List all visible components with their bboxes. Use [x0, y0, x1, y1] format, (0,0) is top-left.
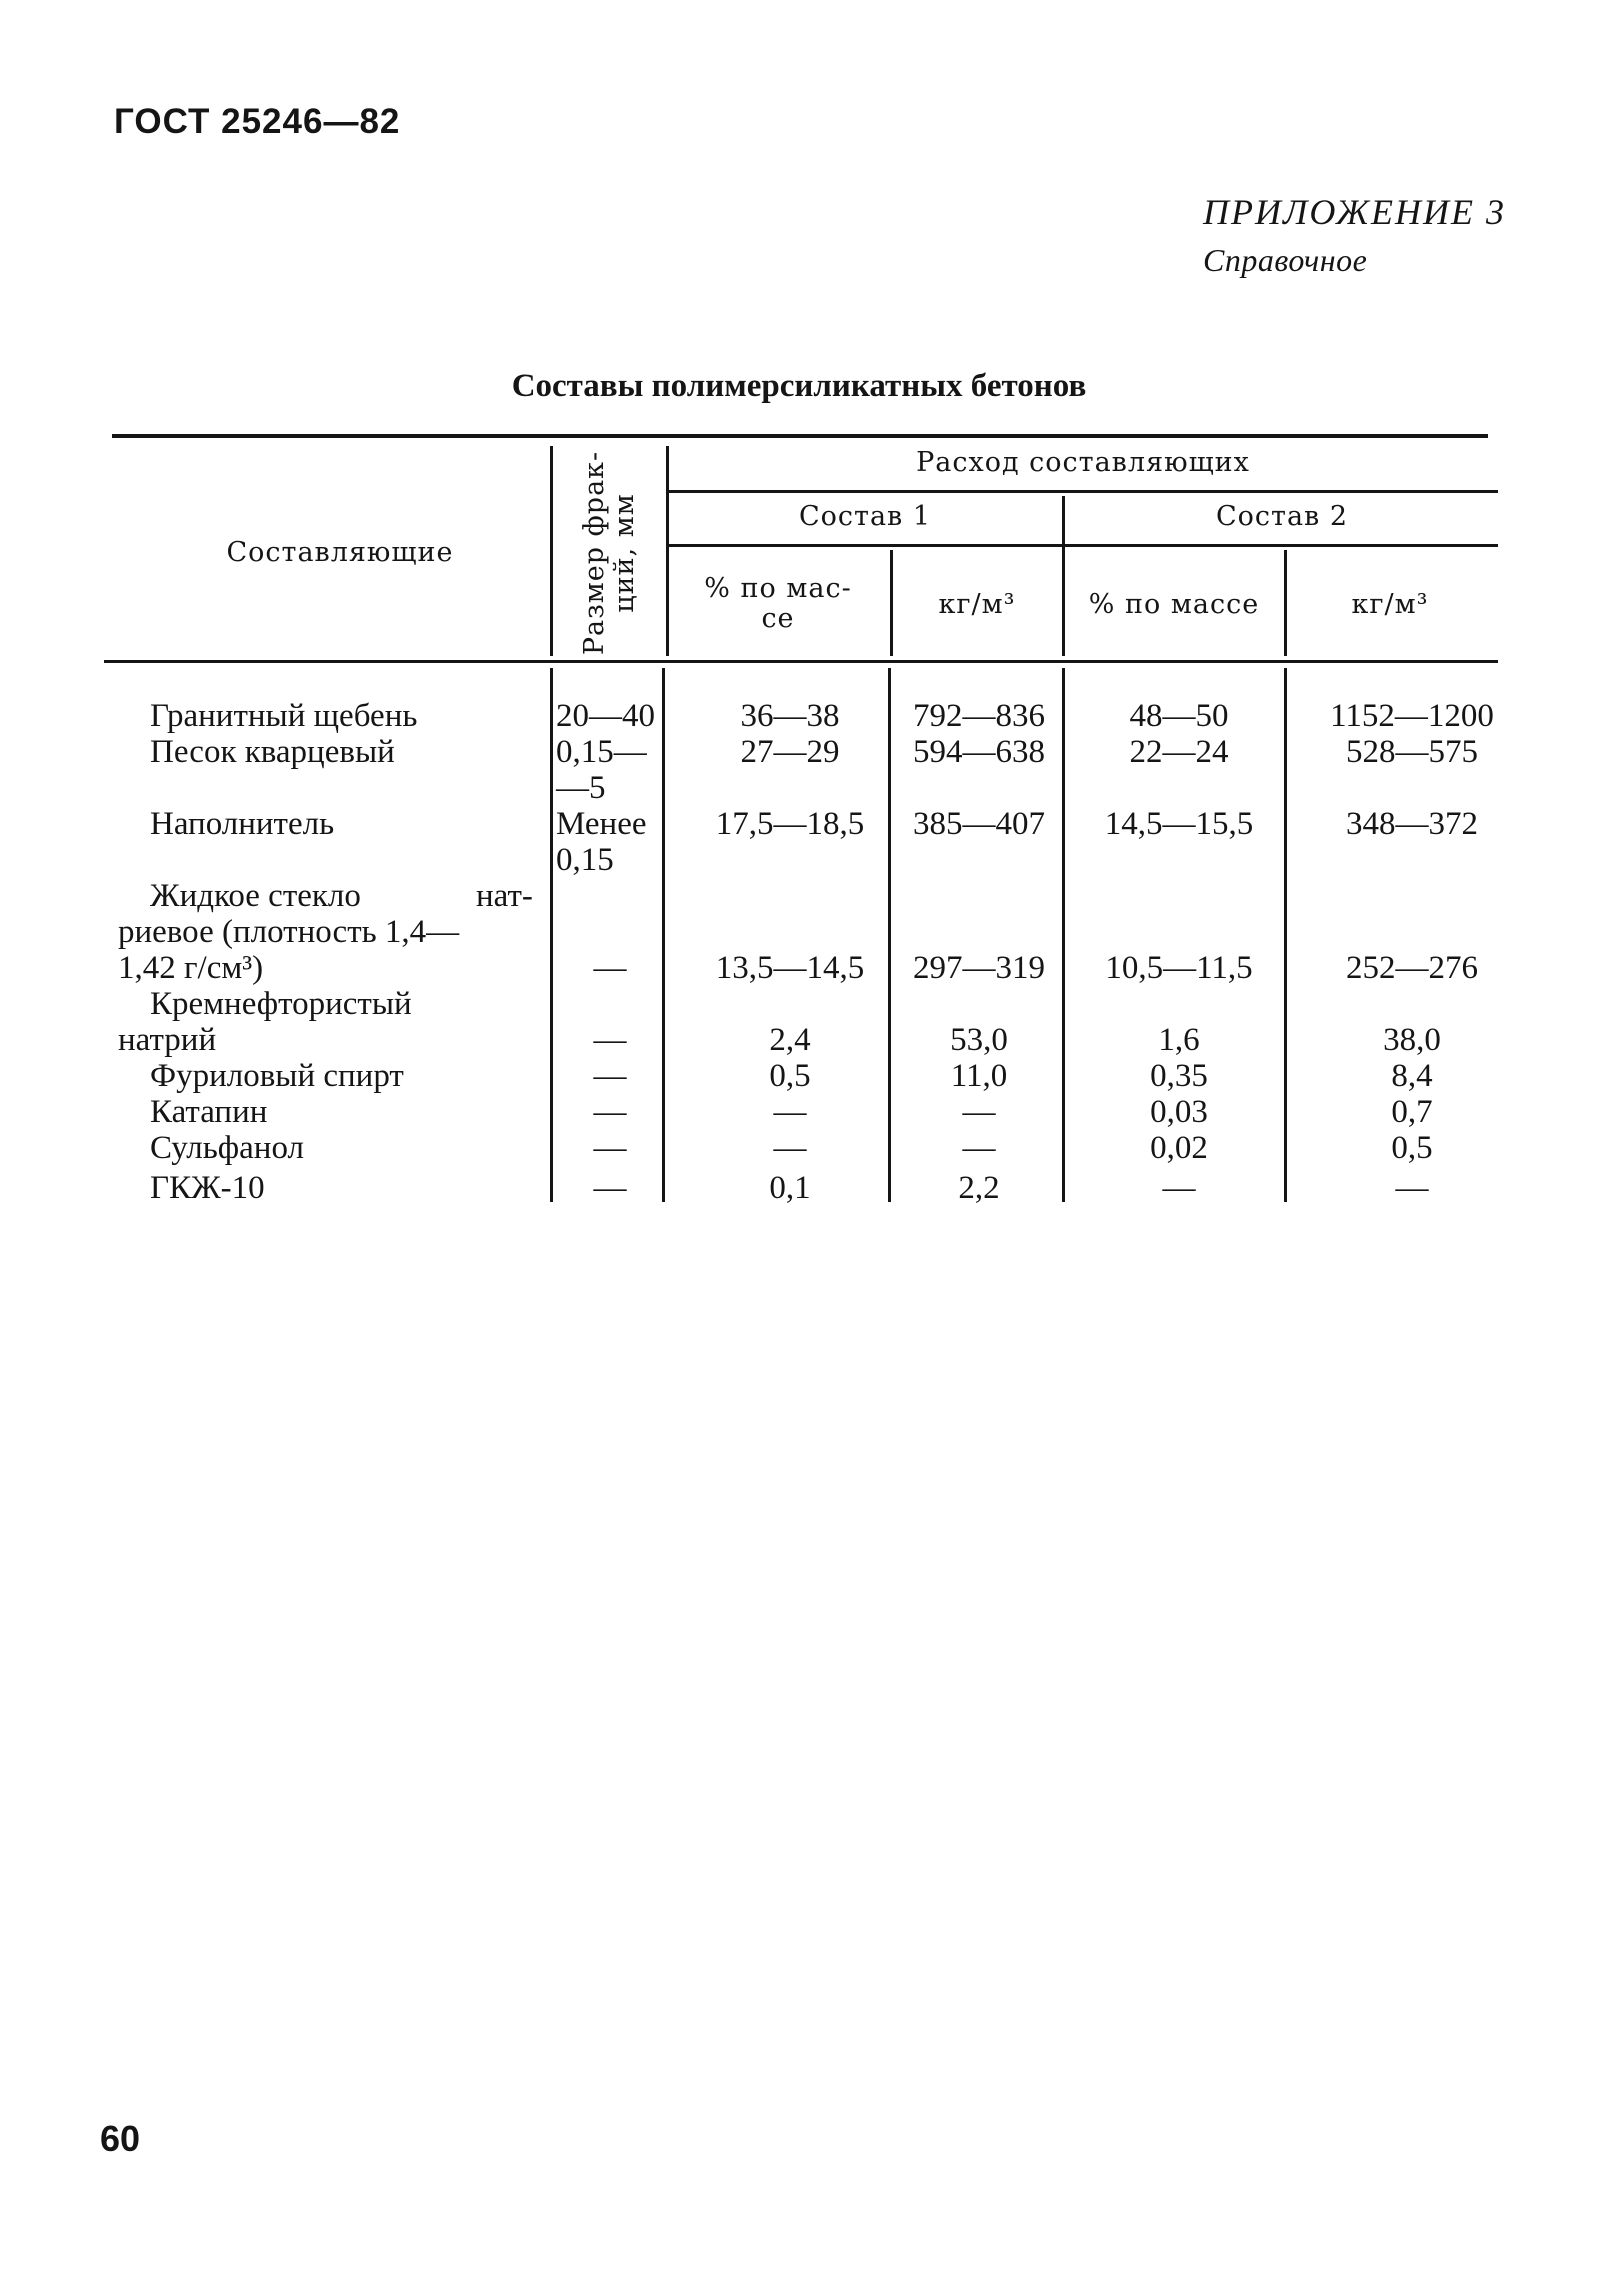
- row-size: —: [593, 1058, 627, 1094]
- row-c1-kg: 385—407: [913, 806, 1045, 842]
- body-divider-size: [550, 668, 553, 1202]
- row-c2-pct: 0,35: [1150, 1058, 1208, 1094]
- header-fraction-size: [555, 448, 665, 658]
- header-divider-c1: [890, 550, 893, 656]
- consumption-header-rule: [668, 490, 1498, 493]
- row-c2-kg: 38,0: [1383, 1022, 1441, 1058]
- header-component: Составляющие: [226, 537, 454, 568]
- row-c2-kg: 8,4: [1391, 1058, 1433, 1094]
- row-c1-pct: —: [773, 1130, 807, 1166]
- row-name-line3: 1,42 г/см³): [118, 950, 264, 986]
- header-divider-compositions: [1062, 496, 1065, 656]
- header-consumption: Расход составляющих: [916, 447, 1250, 478]
- row-c2-kg: 0,7: [1391, 1094, 1433, 1130]
- row-c2-kg: 1152—1200: [1330, 698, 1494, 734]
- row-name: Катапин: [150, 1094, 268, 1130]
- row-name: Сульфанол: [150, 1130, 304, 1166]
- document-code: ГОСТ 25246—82: [114, 102, 401, 141]
- row-size-line2: —5: [556, 770, 606, 806]
- row-c2-pct: 10,5—11,5: [1105, 950, 1253, 986]
- row-name: Песок кварцевый: [150, 734, 395, 770]
- row-c2-kg: 348—372: [1346, 806, 1478, 842]
- header-divider-size: [550, 446, 553, 656]
- row-name: Фуриловый спирт: [150, 1058, 404, 1094]
- header-c2-kg: кг/м³: [1351, 589, 1429, 620]
- row-c2-kg: —: [1395, 1170, 1429, 1206]
- row-name: Гранитный щебень: [150, 698, 418, 734]
- row-c2-pct: 1,6: [1158, 1022, 1200, 1058]
- row-size-line1: 0,15—: [556, 734, 647, 770]
- table-title: Составы полимерсиликатных бетонов: [511, 368, 1087, 404]
- header-composition-1: Состав 1: [798, 501, 932, 532]
- header-c1-pct: [670, 574, 886, 634]
- header-fraction-line2: ций, мм: [609, 493, 640, 613]
- row-name-line1: Кремнефтористый: [150, 986, 412, 1022]
- row-c1-kg: 792—836: [913, 698, 1045, 734]
- row-c1-kg: —: [962, 1130, 996, 1166]
- table-top-rule: [112, 434, 1488, 438]
- row-c1-pct: 36—38: [740, 698, 840, 734]
- header-divider-c2: [1284, 550, 1287, 656]
- row-c1-pct: 0,5: [769, 1058, 811, 1094]
- row-size: 20—40: [556, 698, 655, 734]
- appendix-subtitle: Справочное: [1203, 242, 1368, 278]
- header-c1-kg: кг/м³: [938, 589, 1016, 620]
- row-c2-kg: 252—276: [1346, 950, 1478, 986]
- header-fraction-line1: Размер фрак-: [579, 450, 610, 656]
- page-number: 60: [100, 2118, 141, 2159]
- row-size: —: [593, 1170, 627, 1206]
- row-c1-pct: 13,5—14,5: [715, 950, 865, 986]
- row-c2-kg: 0,5: [1391, 1130, 1433, 1166]
- row-c1-pct: 0,1: [769, 1170, 811, 1206]
- row-c2-pct: 0,03: [1150, 1094, 1208, 1130]
- row-c1-pct: 2,4: [769, 1022, 811, 1058]
- row-c2-pct: 48—50: [1129, 698, 1229, 734]
- row-name-line2: натрий: [118, 1022, 217, 1058]
- row-size: —: [593, 1022, 627, 1058]
- row-name-line1-end: нат-: [476, 878, 533, 914]
- row-c1-kg: 594—638: [913, 734, 1045, 770]
- row-c2-pct: 14,5—15,5: [1104, 806, 1254, 842]
- row-size-line2: 0,15: [556, 842, 614, 878]
- row-c1-kg: 53,0: [950, 1022, 1008, 1058]
- row-c2-pct: 0,02: [1150, 1130, 1208, 1166]
- row-c1-kg: 2,2: [958, 1170, 1000, 1206]
- composition-header-rule: [668, 544, 1498, 547]
- row-c1-kg: —: [962, 1094, 996, 1130]
- body-divider-compositions: [1062, 668, 1065, 1202]
- row-name: Наполнитель: [150, 806, 335, 842]
- row-name-line2: риевое (плотность 1,4—: [118, 914, 460, 950]
- appendix-title: ПРИЛОЖЕНИЕ 3: [1203, 192, 1506, 232]
- header-composition-2: Состав 2: [1215, 501, 1349, 532]
- row-c2-pct: 22—24: [1129, 734, 1229, 770]
- header-bottom-rule: [104, 660, 1498, 663]
- row-c2-kg: 528—575: [1346, 734, 1478, 770]
- row-size-line1: Менее: [556, 806, 647, 842]
- row-size: —: [593, 1130, 627, 1166]
- appendix-block: [1203, 188, 1506, 284]
- row-name: ГКЖ-10: [150, 1170, 265, 1206]
- row-size: —: [593, 1094, 627, 1130]
- header-c1-pct-line1: % по мас-: [704, 573, 852, 604]
- row-size: —: [593, 950, 627, 986]
- row-c1-kg: 297—319: [913, 950, 1045, 986]
- row-c1-kg: 11,0: [950, 1058, 1008, 1094]
- row-name-line1: Жидкое стекло: [150, 878, 361, 914]
- row-c1-pct: 27—29: [740, 734, 840, 770]
- row-c2-pct: —: [1162, 1170, 1196, 1206]
- header-c2-pct: % по массе: [1088, 589, 1260, 620]
- header-c1-pct-line2: се: [761, 603, 795, 634]
- row-c1-pct: —: [773, 1094, 807, 1130]
- row-c1-pct: 17,5—18,5: [715, 806, 865, 842]
